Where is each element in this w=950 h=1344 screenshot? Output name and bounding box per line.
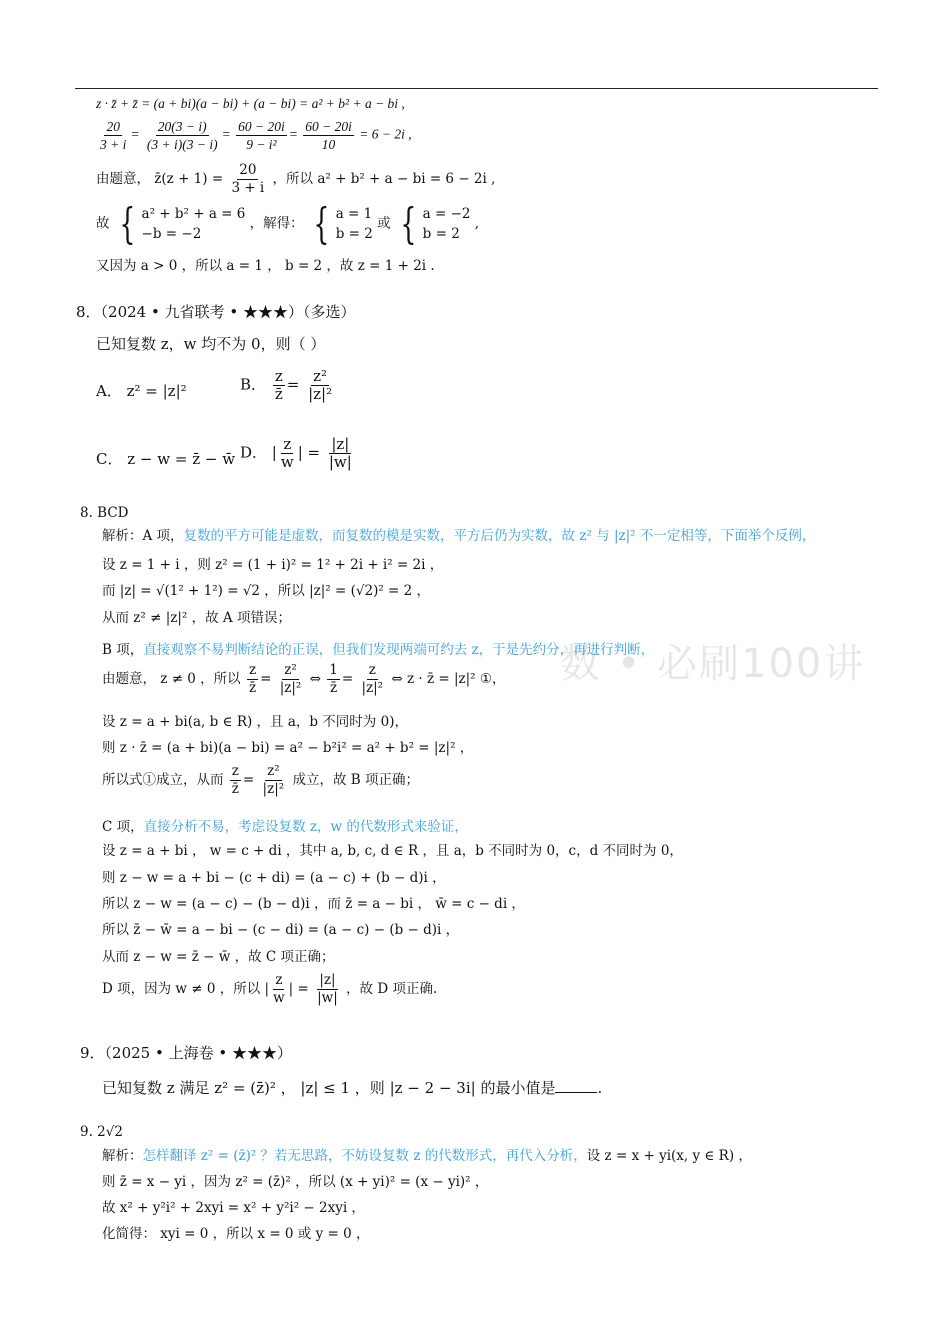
derivation-line-3: 由题意， z̄(z + 1) = $\frac{20}{3 + i}$ ，所以 a² + b² + a − bi = 6 − 2i , <box>96 162 496 196</box>
answer-8-line-5: B 项，直接观察不易判断结论的正误，但我们发现两端可约去 z，于是先约分，再进行判断， <box>102 642 655 658</box>
answer-9-line-4: 化简得： xyi = 0 ，所以 x = 0 或 y = 0 ， <box>102 1226 370 1242</box>
answer-8-line-12: 则 z − w = a + bi − (c + di) = (a − c) + (b − d)i ， <box>102 870 446 886</box>
header-rule <box>75 88 878 89</box>
option-a: A． z² = |z|² <box>96 382 187 400</box>
answer-9-line-3: 故 x² + y²i² + 2xyi = x² + y²i² − 2xyi ， <box>102 1200 365 1216</box>
option-d: D． | $\frac{z}{w}$ | = $\frac{|z|}{|w|}$ <box>240 435 352 471</box>
answer-8-line-11: 设 z = a + bi ， w = c + di ，其中 a, b, c, d ∈ R ，且 a，b 不同时为 0，c，d 不同时为 0， <box>102 843 683 859</box>
answer-8-line-15: 从而 z − w = z̄ − w̄ ，故 C 项正确； <box>102 949 335 965</box>
answer-8-line-16: D 项，因为 w ≠ 0 ，所以 | $\frac{z}{w}$ | = $\frac{|z|}{|w|}$ ，故 D 项正确. <box>102 972 438 1006</box>
answer-8-line-10: C 项，直接分析不易，考虑设复数 z，w 的代数形式来验证， <box>102 819 468 835</box>
option-b: B． $\frac{z}{z̄}$ = $\frac{\text{z²}}{\text{|z|²}}$ <box>240 367 333 403</box>
answer-8-line-8: 则 z · z̄ = (a + bi)(a − bi) = a² − b²i² = a² + b² = |z|² ， <box>102 740 474 756</box>
question-8-stem: 已知复数 z，w 均不为 0，则（ ） <box>96 335 326 353</box>
question-8-header: 8．（2024 • 九省联考 • ★★★）（多选） <box>76 303 356 321</box>
answer-8-line-1: 解析：A 项，复数的平方可能是虚数，而复数的模是实数，平方后仍为实数，故 z² 与 |z|² 不一定相等，下面举个反例， <box>102 528 816 544</box>
derivation-line-1: z · z̄ + z̄ = (a + bi)(a − bi) + (a − bi) = a² + b² + a − bi , <box>96 96 405 111</box>
answer-blank <box>555 1078 597 1093</box>
question-9-header: 9．（2025 • 上海卷 • ★★★） <box>80 1044 292 1062</box>
answer-8-line-14: 所以 z̄ − w̄ = a − bi − (c − di) = (a − c) − (b − d)i ， <box>102 922 460 938</box>
answer-8-line-9: 所以式①成立，从而 $\frac{z}{z̄}$ = $\frac{\text{z²}}{\text{|z|²}}$ 成立，故 B 项正确； <box>102 763 419 797</box>
answer-9: 9. 2√2 <box>80 1124 123 1140</box>
question-9-stem: 已知复数 z 满足 z² = (z̄)² ， |z| ≤ 1 ，则 |z − 2 − 3i| 的最小值是 . <box>102 1079 603 1097</box>
answer-8-line-6: 由题意， z ≠ 0 ，所以 $\frac{z}{z̄}$ = $\frac{\text{z²}}{\text{|z|²}}$ ⇔ $\frac{1}{z̄}$ = $\frac{z}{\text{|z|²}}$ ⇔ z · z̄ = |z|² ①， <box>102 662 506 696</box>
watermark: 数 • 必刷100讲 <box>560 641 866 687</box>
answer-8-line-4: 从而 z² ≠ |z|² ，故 A 项错误； <box>102 610 291 626</box>
answer-8-line-7: 设 z = a + bi(a, b ∈ R) ，且 a，b 不同时为 0)， <box>102 714 408 730</box>
answer-8-line-13: 所以 z − w = (a − c) − (b − d)i ，而 z̄ = a − bi ， w̄ = c − di ， <box>102 896 525 912</box>
derivation-line-5: 又因为 a > 0 ，所以 a = 1 ， b = 2 ，故 z = 1 + 2i . <box>96 258 435 274</box>
answer-8-line-3: 而 |z| = √(1² + 1²) = √2 ，所以 |z|² = (√2)² = 2 ， <box>102 583 431 599</box>
answer-8-line-2: 设 z = 1 + i ，则 z² = (1 + i)² = 1² + 2i + i² = 2i ， <box>102 557 444 573</box>
derivation-line-4: 故 { a² + b² + a = 6 −b = −2 ，解得： { a = 1 b = 2 或 { a = −2 b = 2 , <box>96 199 480 248</box>
answer-9-line-1: 解析：怎样翻译 z² = (z̄)² ？若无思路，不妨设复数 z 的代数形式，再代入分析，设 z = x + yi(x, y ∈ R) ， <box>102 1148 752 1164</box>
option-c: C． z − w = z̄ − w̄ <box>96 450 236 468</box>
answer-8: 8. BCD <box>80 505 129 521</box>
derivation-line-2: $\frac{20}{3 + i}$ = $\frac{20(3 - i)}{(3 + i)(3 - i)}$ = $\frac{60 - 20i}{\text{9 − i²}}$ = $\frac{60 - 20i}{10}$ = 6 − 2i , <box>100 119 412 152</box>
answer-9-line-2: 则 z̄ = x − yi ，因为 z² = (z̄)² ，所以 (x + yi)² = (x − yi)² ， <box>102 1174 489 1190</box>
